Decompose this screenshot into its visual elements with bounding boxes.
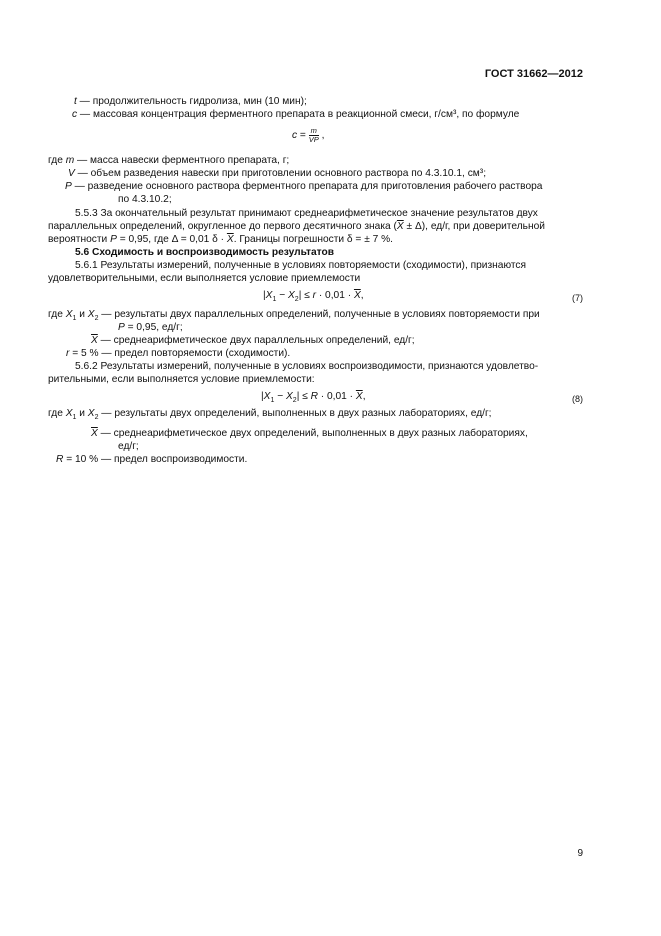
p553-line3c: . Границы погрешности δ = ± 7 %. xyxy=(233,234,394,245)
def-p xyxy=(65,181,542,194)
formula-eq: = xyxy=(297,130,309,142)
p553-line2b: ± Δ), ед/г, при доверительной xyxy=(403,221,545,232)
sym-xbar: $\overline{X}$ xyxy=(396,221,404,232)
p553-line2a: параллельных определений, округленное до первого десятичного знака ( xyxy=(48,221,397,232)
eq8-R: R xyxy=(310,391,318,402)
def7-x-cont xyxy=(118,322,183,335)
p553-line3b: = 0,95, где Δ = 0,01 δ · xyxy=(116,234,227,245)
p562-line2: рительными, если выполняется условие приемлемости: xyxy=(48,374,315,385)
eq7-minus: − xyxy=(276,290,288,301)
def7-r-text: = 5 % — предел повторяемости (сходимости). xyxy=(69,348,291,359)
def7-text2: = 0,95, ед/г; xyxy=(124,322,183,333)
eq8-coef: · 0,01 · xyxy=(317,391,356,402)
def8-prefix: где xyxy=(48,408,66,419)
def7-sub1: 1 xyxy=(72,315,77,323)
def-p-text1: — разведение основного раствора ферментного препарата для приготовления рабочего раствора xyxy=(71,181,543,192)
eq7-r: r xyxy=(312,290,316,301)
def7-xbar-text: — среднеарифметическое двух параллельных определений, ед/г; xyxy=(97,335,415,346)
eq8-xbar: $\overline{X}$ xyxy=(355,391,363,402)
eq7-le: | ≤ xyxy=(298,290,313,301)
eq8-x2: X xyxy=(285,391,293,402)
def8-xbar xyxy=(91,428,528,441)
def8-R xyxy=(56,454,247,467)
sym-m: m xyxy=(65,155,75,166)
eq8-comma: , xyxy=(362,391,366,402)
sym-p: P xyxy=(65,181,72,192)
equation-8-number: (8) xyxy=(572,394,583,404)
eq7-xbar: $\overline{X}$ xyxy=(353,290,361,301)
p561-line1: 5.6.1 Результаты измерений, полученные в условиях повторяемости (сходимости), признаются xyxy=(75,260,527,271)
def-t xyxy=(74,96,307,109)
sym-p2: P xyxy=(110,234,117,245)
p553-line2 xyxy=(48,221,545,234)
p562-line1: 5.6.2 Результаты измерений, полученные в условиях воспроизводимости, признаются удовлетво- xyxy=(75,361,539,372)
def8-and: и xyxy=(76,408,88,419)
def-m-prefix: где xyxy=(48,155,66,166)
formula-lhs: c xyxy=(292,130,298,142)
def7-r xyxy=(66,348,290,361)
def-v xyxy=(68,168,486,181)
fraction-numerator: m xyxy=(310,126,317,135)
def7-x2: X xyxy=(87,309,95,320)
eq8-sub2: 2 xyxy=(292,397,297,405)
p553-line1: 5.5.3 За окончательный результат принимают среднеарифметическое значение результатов двух xyxy=(75,208,538,219)
def8-text: — результаты двух определений, выполненных в двух разных лабораториях, ед/г; xyxy=(98,408,492,419)
def-c xyxy=(72,109,519,122)
def-m-text: — масса навески ферментного препарата, г; xyxy=(74,155,290,166)
def8-xbar-text1: — среднеарифметическое двух определений, выполненных в двух разных лабораториях, xyxy=(97,428,528,439)
p553-line3a: вероятности xyxy=(48,234,111,245)
equation-7 xyxy=(263,290,364,307)
page-number: 9 xyxy=(577,848,583,859)
def7-and: и xyxy=(76,309,88,320)
def8-x2: X xyxy=(87,408,95,419)
def8-sub1: 1 xyxy=(72,414,77,422)
eq8-bar: | xyxy=(261,391,264,402)
p553-line3 xyxy=(48,234,393,247)
def7-text1: — результаты двух параллельных определений, полученные в условиях повторяемости при xyxy=(98,309,540,320)
def8-R-sym: R xyxy=(56,454,64,465)
formula-tail: , xyxy=(318,130,325,142)
eq8-minus: − xyxy=(274,391,286,402)
eq7-x1: X xyxy=(265,290,273,301)
eq8-sub1: 1 xyxy=(270,397,275,405)
sym-xbar2: $\overline{X}$ xyxy=(226,234,234,245)
eq7-sub2: 2 xyxy=(294,296,299,304)
eq7-x2: X xyxy=(287,290,295,301)
sym-t: t xyxy=(74,96,77,107)
formula-c xyxy=(292,127,324,145)
def8-x1: X xyxy=(65,408,73,419)
document-header: ГОСТ 31662—2012 xyxy=(484,68,583,80)
def8-xbar-sym: $\overline{X}$ xyxy=(91,428,98,439)
def7-p: P xyxy=(118,322,125,333)
equation-8 xyxy=(261,391,366,408)
p561-line2: удовлетворительными, если выполняется условие приемлемости xyxy=(48,273,361,284)
def-p-cont: по 4.3.10.2; xyxy=(118,194,172,205)
def-c-text: — массовая концентрация ферментного препарата в реакционной смеси, г/см³, по формуле xyxy=(77,109,520,120)
def7-x1: X xyxy=(65,309,73,320)
def-v-text: — объем разведения навески при приготовлении основного раствора по 4.3.10.1, см³; xyxy=(74,168,487,179)
eq7-sub1: 1 xyxy=(272,296,277,304)
section-5-6-title: 5.6 Сходимость и воспроизводимость результатов xyxy=(75,247,334,258)
eq7-bar: | xyxy=(263,290,266,301)
def8-sub2: 2 xyxy=(94,414,99,422)
def7-xbar-sym: $\overline{X}$ xyxy=(91,335,98,346)
def8-xbar-cont: ед/г; xyxy=(118,441,139,452)
eq7-comma: , xyxy=(360,290,364,301)
fraction-denominator: VP xyxy=(308,135,319,144)
def7-sub2: 2 xyxy=(94,315,99,323)
def-t-text: — продолжительность гидролиза, мин (10 мин); xyxy=(76,96,307,107)
sym-c: c xyxy=(72,109,78,120)
def8-R-text: = 10 % — предел воспроизводимости. xyxy=(63,454,248,465)
eq8-x1: X xyxy=(263,391,271,402)
def7-xbar xyxy=(91,335,415,348)
formula-fraction xyxy=(309,127,319,144)
eq7-coef: · 0,01 · xyxy=(316,290,354,301)
def7-r-sym: r xyxy=(66,348,70,359)
eq8-le: | ≤ xyxy=(296,391,311,402)
def7-prefix: где xyxy=(48,309,66,320)
def8-x xyxy=(48,408,492,425)
equation-7-number: (7) xyxy=(572,293,583,303)
def-m xyxy=(48,155,289,168)
sym-v: V xyxy=(68,168,75,179)
